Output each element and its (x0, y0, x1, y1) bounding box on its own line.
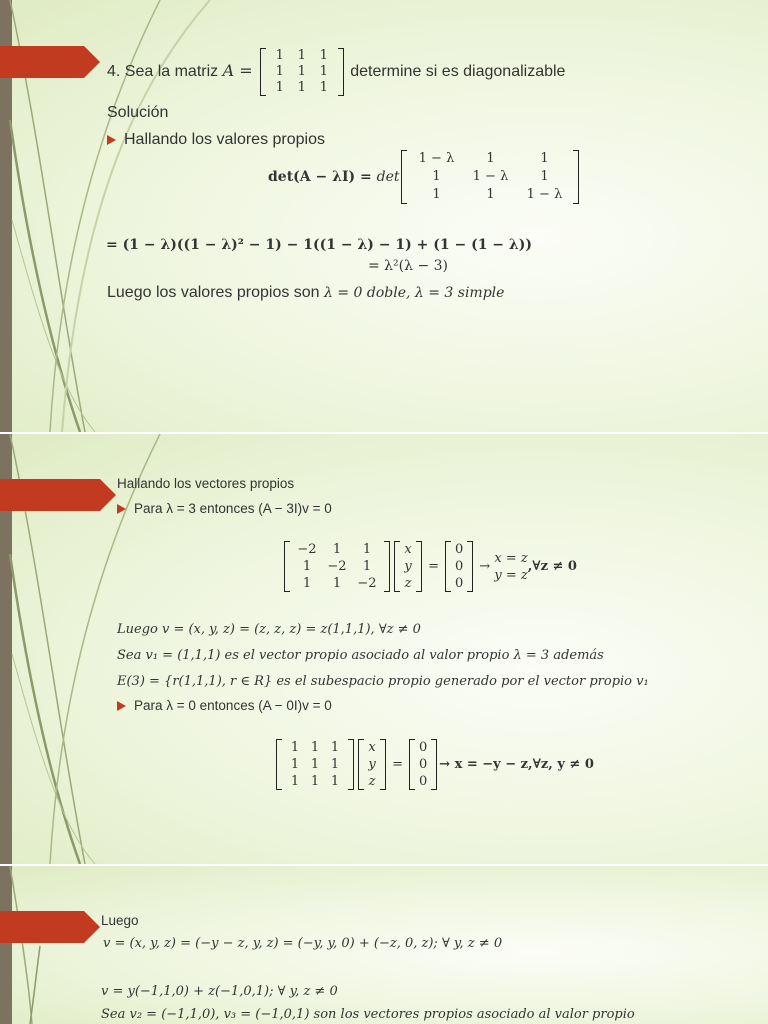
matrix-a-minus-3i-cell: −2 (327, 559, 347, 575)
matrix-a-cell: 1 (297, 63, 306, 79)
matrix-a-cell: 1 (297, 47, 306, 63)
vector-xyz-cell: z (404, 576, 412, 592)
matrix-a-minus-lambda-cell: 1 (432, 169, 441, 185)
matrix-a-minus-0i-cell: 1 (290, 757, 300, 773)
matrix-a-cell: 1 (275, 63, 284, 79)
vector-xyz-cell: y (368, 757, 376, 773)
det-left: det(A − λI) = (268, 169, 377, 185)
factored-result: = λ²(λ − 3) (368, 258, 449, 274)
arrow-bullet-icon (117, 701, 126, 711)
title-tab (0, 46, 84, 78)
vector-xyz (358, 739, 386, 790)
eigenvectors-heading: Hallando los vectores propios (117, 476, 295, 491)
bullet-eigenvalues: Hallando los valores propios (107, 131, 325, 149)
matrix-a-minus-0i (276, 739, 354, 790)
eigenvalues-math: λ = 0 doble, λ = 3 simple (324, 285, 505, 301)
matrix-a-minus-3i-cell: −2 (297, 542, 317, 558)
matrix-a-minus-0i-cell: 1 (290, 740, 300, 756)
vector-zero-cell: 0 (419, 757, 428, 773)
matrix-a-minus-0i-cell: 1 (310, 757, 320, 773)
vector-zero-cell: 0 (455, 576, 464, 592)
v-decomposition: v = (x, y, z) = (−y − z, y, z) = (−y, y, 0) + (−z, 0, z); ∀ y, z ≠ 0 (103, 936, 503, 951)
system-lambda-3: −2 1 1 1 −2 1 1 1 −2 x y z = 0 0 0 → x = z y = z ,∀z ≠ 0 (282, 540, 577, 593)
matrix-a-minus-0i-cell: 1 (310, 774, 320, 790)
v-linear-combination: v = y(−1,1,0) + z(−1,0,1); ∀ y, z ≠ 0 (101, 984, 338, 999)
matrix-a-minus-0i-cell: 1 (330, 774, 340, 790)
expansion-line: = (1 − λ)((1 − λ)² − 1) − 1((1 − λ) − 1) + (1 − (1 − λ)) (106, 237, 532, 253)
v1-definition: Sea v₁ = (1,1,1) es el vector propio asociado al valor propio λ = 3 además (117, 648, 604, 663)
matrix-a-minus-3i-cell: 1 (332, 576, 342, 592)
matrix-a-minus-lambda-cell: 1 (486, 187, 495, 203)
matrix-a-minus-lambda-cell: 1 (540, 151, 549, 167)
system-lambda-0: 1 1 1 1 1 1 1 1 1 x y z = 0 0 0 → x = −y − z,∀z, y ≠ 0 (274, 738, 594, 791)
matrix-a-cell: 1 (319, 63, 328, 79)
matrix-a-minus-3i-cell: 1 (302, 559, 312, 575)
vector-xyz-cell: x (368, 740, 376, 756)
case-lambda-3: Para λ = 3 entonces (A − 3I)v = 0 (117, 501, 332, 516)
solution-condition: ,∀z ≠ 0 (527, 559, 577, 574)
matrix-a-minus-3i (284, 541, 390, 592)
matrix-a-minus-0i-cell: 1 (330, 740, 340, 756)
matrix-a-minus-0i-cell: 1 (330, 757, 340, 773)
matrix-a-minus-lambda-cell: 1 (540, 169, 549, 185)
matrix-a-cell: 1 (275, 47, 284, 63)
matrix-a-cell: 1 (297, 79, 306, 95)
vector-xyz-cell: x (404, 542, 412, 558)
problem-prefix: 4. Sea la matriz (107, 63, 223, 80)
eigenspace-e3: E(3) = {r(1,1,1), r ∈ R} es el subespacio propio generado por el vector propio v₁ (117, 674, 649, 689)
vector-zero-cell: 0 (419, 740, 428, 756)
solution-x: x = z (494, 550, 528, 566)
matrix-a-minus-0i-cell: 1 (310, 740, 320, 756)
title-tab (0, 911, 84, 943)
case-lambda-0: Para λ = 0 entonces (A − 0I)v = 0 (117, 698, 332, 713)
matrix-a-minus-3i-cell: 1 (362, 542, 372, 558)
eigenvalues-conclusion: Luego los valores propios son λ = 0 doble, λ = 3 simple (107, 284, 505, 301)
vector-xyz-cell: y (404, 559, 412, 575)
matrix-a-minus-lambda-cell: 1 − λ (526, 187, 563, 203)
determinant-expression (268, 148, 581, 205)
matrix-a-minus-lambda-cell: 1 − λ (418, 151, 455, 167)
matrix-a-minus-3i-cell: −2 (357, 576, 377, 592)
matrix-a-cell: 1 (275, 79, 284, 95)
arrow-bullet-icon (107, 135, 116, 145)
solution-lambda-0: → x = −y − z,∀z, y ≠ 0 (439, 757, 594, 772)
det-word: det (376, 169, 400, 185)
matrix-a-cell: 1 (319, 79, 328, 95)
slide-1 (0, 0, 768, 432)
matrix-name: A = (222, 61, 258, 80)
solution-y: y = z (494, 567, 528, 583)
title-tab (0, 479, 100, 511)
vector-zero-cell: 0 (419, 774, 428, 790)
matrix-a (260, 48, 344, 96)
matrix-a-minus-lambda-cell: 1 − λ (472, 169, 509, 185)
matrix-a-minus-lambda-cell: 1 (432, 187, 441, 203)
vector-zero-cell: 0 (455, 559, 464, 575)
slide-3 (0, 866, 768, 1024)
vector-xyz-cell: z (368, 774, 376, 790)
arrow-bullet-icon (117, 504, 126, 514)
vector-zero (445, 541, 473, 592)
problem-suffix: determine si es diagonalizable (350, 63, 566, 80)
solution-label: Solución (107, 104, 169, 121)
luego-label: Luego (101, 913, 139, 928)
vector-zero (409, 739, 437, 790)
problem-statement (107, 46, 565, 97)
matrix-a-minus-lambda (401, 150, 579, 204)
v2-v3-definition: Sea v₂ = (−1,1,0), v₃ = (−1,0,1) son los vectores propios asociado al valor propio (101, 1007, 635, 1022)
vector-zero-cell: 0 (455, 542, 464, 558)
matrix-a-minus-0i-cell: 1 (290, 774, 300, 790)
matrix-a-minus-3i-cell: 1 (332, 542, 342, 558)
matrix-a-minus-3i-cell: 1 (362, 559, 372, 575)
matrix-a-minus-lambda-cell: 1 (486, 151, 495, 167)
matrix-a-cell: 1 (319, 47, 328, 63)
slide-2 (0, 434, 768, 864)
vector-xyz (394, 541, 422, 592)
matrix-a-minus-3i-cell: 1 (302, 576, 312, 592)
vector-v-line: Luego v = (x, y, z) = (z, z, z) = z(1,1,1), ∀z ≠ 0 (117, 622, 421, 637)
